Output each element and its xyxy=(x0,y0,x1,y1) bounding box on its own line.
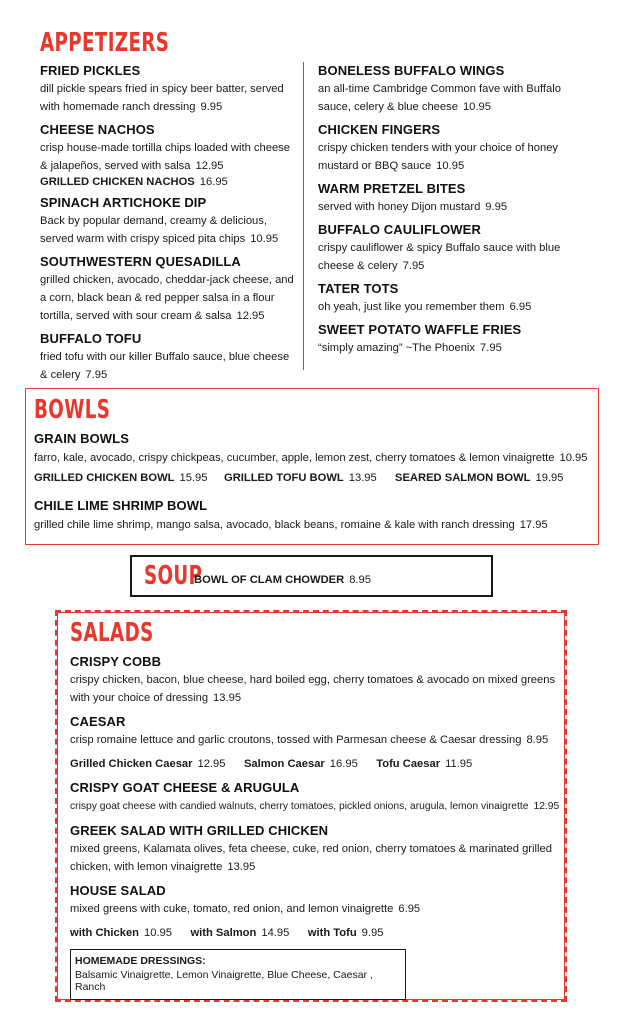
item-description: fried tofu with our killer Buffalo sauce, blue cheese & celery xyxy=(40,351,290,381)
item-title: GRAIN BOWLS xyxy=(34,431,129,446)
item-title: CAESAR xyxy=(70,714,126,729)
soup-heading: SOUP xyxy=(144,561,203,591)
dressings-box xyxy=(70,949,406,1000)
item-description: crisp house-made tortilla chips loaded with cheese & jalapeños, served with salsa xyxy=(40,142,290,172)
appetizers-section xyxy=(0,0,622,380)
item-price: 12.95 xyxy=(236,310,265,322)
addon-label: Grilled Chicken Caesar xyxy=(70,758,193,770)
addon-price: 10.95 xyxy=(144,927,172,939)
item-price: 13.95 xyxy=(227,861,256,873)
addon xyxy=(244,758,358,770)
item-title: BONELESS BUFFALO WINGS xyxy=(318,63,505,78)
appetizers-left-column xyxy=(40,63,298,390)
menu-item xyxy=(40,254,298,324)
item-title: TATER TOTS xyxy=(318,281,399,296)
menu-item xyxy=(318,322,588,356)
addon xyxy=(224,472,395,484)
item-description: an all-time Cambridge Common fave with Buffalo sauce, celery & blue cheese xyxy=(318,83,561,113)
item-title: WARM PRETZEL BITES xyxy=(318,181,466,196)
addon-price: 12.95 xyxy=(197,758,226,770)
item-description: crispy chicken, bacon, blue cheese, hard boiled egg, cherry tomatoes & avocado on mixed greens with your choice of dressing xyxy=(70,674,556,704)
item-price: 7.95 xyxy=(402,260,425,272)
item-price: 7.95 xyxy=(85,369,108,381)
item-price: 8.95 xyxy=(526,734,549,746)
addon xyxy=(395,472,564,484)
menu-item xyxy=(318,63,588,115)
addon-price: 11.95 xyxy=(445,758,473,770)
menu-item xyxy=(40,122,298,188)
bowls-section xyxy=(25,388,599,545)
item-description: dill pickle spears fried in spicy beer batter, served with homemade ranch dressing xyxy=(40,83,284,113)
menu-item xyxy=(70,883,562,941)
item-title: SWEET POTATO WAFFLE FRIES xyxy=(318,322,522,337)
addon-label: SEARED SALMON BOWL xyxy=(395,472,531,484)
addon xyxy=(308,927,384,939)
addon xyxy=(34,472,224,484)
item-description: grilled chile lime shrimp, mango salsa, avocado, black beans, romaine & kale with ranch dressing xyxy=(34,519,515,531)
item-title: CHILE LIME SHRIMP BOWL xyxy=(34,498,208,513)
addon-label: GRILLED TOFU BOWL xyxy=(224,472,344,484)
menu-item xyxy=(70,780,562,815)
item-addon xyxy=(40,176,298,188)
addon-price: 14.95 xyxy=(261,927,290,939)
item-description: crispy cauliflower & spicy Buffalo sauce with blue cheese & celery xyxy=(318,242,561,272)
item-title: HOUSE SALAD xyxy=(70,883,166,898)
menu-item xyxy=(70,714,562,772)
addon-label: GRILLED CHICKEN BOWL xyxy=(34,472,175,484)
menu-item xyxy=(34,431,594,466)
addon-label: Tofu Caesar xyxy=(376,758,441,770)
item-price: 10.95 xyxy=(436,160,465,172)
addon-label: with Tofu xyxy=(307,927,357,939)
addon-label: Salmon Caesar xyxy=(243,758,325,770)
item-description: mixed greens, Kalamata olives, feta cheese, cuke, red onion, cherry tomatoes & marinated grilled chicken, with lemon vinaigrette xyxy=(70,843,552,873)
addon-price: 19.95 xyxy=(535,472,564,484)
item-title: CRISPY COBB xyxy=(70,654,162,669)
addon xyxy=(70,927,172,939)
item-description: farro, kale, avocado, crispy chickpeas, cucumber, apple, lemon zest, cherry tomatoes & lemon vinaigrette xyxy=(34,452,555,464)
item-title: BUFFALO TOFU xyxy=(40,331,142,346)
salads-content xyxy=(70,654,562,1000)
menu-item xyxy=(40,63,298,115)
item-price: 9.95 xyxy=(200,101,223,113)
addon-price: 16.95 xyxy=(199,176,228,188)
item-price: 17.95 xyxy=(519,519,548,531)
item-price: 12.95 xyxy=(533,801,560,812)
addon xyxy=(190,927,289,939)
menu-item xyxy=(70,823,562,875)
addon-label: with Salmon xyxy=(190,927,257,939)
menu-item xyxy=(318,122,588,174)
item-price: 13.95 xyxy=(213,692,242,704)
salads-heading: SALADS xyxy=(70,618,154,648)
dressings-list: Balsamic Vinaigrette, Lemon Vinaigrette, Blue Cheese, Caesar , Ranch xyxy=(75,969,373,993)
appetizers-divider xyxy=(303,62,304,370)
salads-section xyxy=(55,610,567,1002)
item-title: FRIED PICKLES xyxy=(40,63,141,78)
item-price: 10.95 xyxy=(559,452,588,464)
dressings-title: HOMEMADE DRESSINGS: xyxy=(75,955,206,967)
appetizers-heading: APPETIZERS xyxy=(40,28,170,58)
item-description: Back by popular demand, creamy & delicious, served warm with crispy spiced pita chips xyxy=(40,215,267,245)
addon-price: 16.95 xyxy=(329,758,358,770)
item-price: 10.95 xyxy=(462,101,491,113)
item-price: 10.95 xyxy=(250,233,279,245)
menu-item xyxy=(34,498,594,533)
addon xyxy=(70,758,226,770)
item-description: crispy chicken tenders with your choice of honey mustard or BBQ sauce xyxy=(318,142,559,172)
item-description: mixed greens with cuke, tomato, red onion, and lemon vinaigrette xyxy=(70,903,394,915)
item-price: 6.95 xyxy=(398,903,421,915)
item-title: CHEESE NACHOS xyxy=(40,122,155,137)
item-title: CRISPY GOAT CHEESE & ARUGULA xyxy=(70,780,300,795)
bowl-addons xyxy=(34,472,594,484)
item-price: 8.95 xyxy=(349,574,371,586)
caesar-addons xyxy=(70,754,562,772)
item-title: BOWL OF CLAM CHOWDER xyxy=(194,574,345,586)
item-description: crisp romaine lettuce and garlic croutons, tossed with Parmesan cheese & Caesar dressing xyxy=(70,734,522,746)
item-description: grilled chicken, avocado, cheddar-jack cheese, and a corn, black bean & red pepper salsa in a flour tortilla, served with sour cream & salsa xyxy=(40,274,294,322)
item-description: “simply amazing” ~The Phoenix xyxy=(318,342,476,354)
item-title: SOUTHWESTERN QUESADILLA xyxy=(40,254,241,269)
menu-item xyxy=(318,281,588,315)
addon-label: with Chicken xyxy=(70,927,139,939)
item-price: 12.95 xyxy=(195,160,224,172)
item-price: 7.95 xyxy=(480,342,502,354)
item-title: CHICKEN FINGERS xyxy=(318,122,441,137)
addon-price: 9.95 xyxy=(361,927,384,939)
item-price: 6.95 xyxy=(509,301,532,313)
item-description: served with honey Dijon mustard xyxy=(318,201,481,213)
menu-item xyxy=(40,331,298,383)
house-addons xyxy=(70,923,562,941)
bowls-heading: BOWLS xyxy=(34,395,111,425)
addon-price: 15.95 xyxy=(179,472,208,484)
item-price: 9.95 xyxy=(485,201,508,213)
appetizers-right-column xyxy=(318,63,588,363)
item-description: crispy goat cheese with candied walnuts, cherry tomatoes, pickled onions, arugula, lemon vinaigrette xyxy=(70,801,529,812)
bowls-content xyxy=(34,431,594,533)
item-description: oh yeah, just like you remember them xyxy=(318,301,505,313)
item-title: SPINACH ARTICHOKE DIP xyxy=(40,195,207,210)
menu-item xyxy=(70,654,562,706)
menu-item xyxy=(194,574,371,586)
menu-item xyxy=(318,181,588,215)
addon-price: 13.95 xyxy=(348,472,377,484)
soup-section xyxy=(130,555,493,597)
addon xyxy=(376,758,472,770)
menu-item xyxy=(40,195,298,247)
menu-item xyxy=(318,222,588,274)
addon-label: GRILLED CHICKEN NACHOS xyxy=(40,176,195,188)
item-title: GREEK SALAD WITH GRILLED CHICKEN xyxy=(70,823,329,838)
item-title: BUFFALO CAULIFLOWER xyxy=(318,222,481,237)
